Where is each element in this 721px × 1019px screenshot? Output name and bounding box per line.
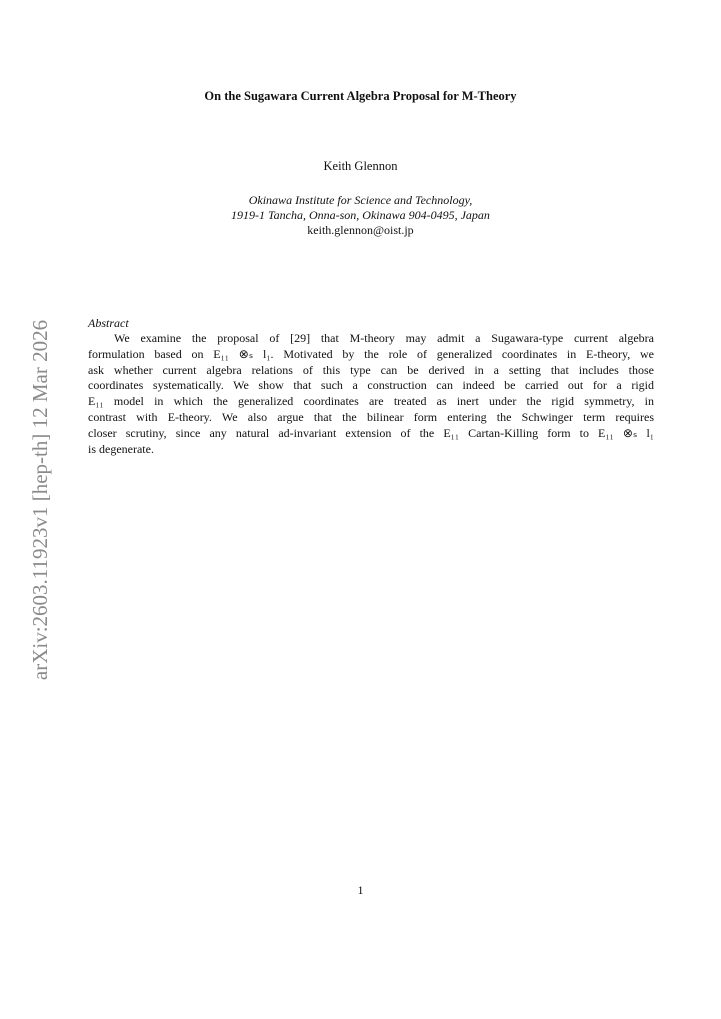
abstract-line: contrast with E-theory. We also argue that the bilinear form entering the Schwinger term requires	[88, 409, 654, 424]
abstract-line: is degenerate.	[88, 441, 154, 456]
abstract-line: formulation based on E₁₁ ⊗ₛ l₁. Motivated by the role of generalized coordinates in E-theory, we	[88, 346, 654, 361]
paper-title: On the Sugawara Current Algebra Proposal for M-Theory	[204, 89, 517, 103]
affiliation-block	[0, 193, 721, 238]
abstract-line: We examine the proposal of [29] that M-theory may admit a Sugawara-type current algebra	[114, 331, 654, 345]
affiliation-address: 1919-1 Tancha, Onna-son, Okinawa 904-0495, Japan	[231, 208, 490, 222]
abstract-line: E₁₁ model in which the generalized coordinates are treated as inert under the rigid symmetry, in	[88, 394, 654, 409]
author-email[interactable]: keith.glennon@oist.jp	[307, 223, 414, 237]
abstract-line: coordinates systematically. We show that such a construction can indeed be carried out for a rigid	[88, 378, 654, 393]
abstract-body	[88, 331, 654, 457]
author-name: Keith Glennon	[323, 159, 398, 173]
abstract-heading: Abstract	[88, 316, 129, 330]
abstract-line: closer scrutiny, since any natural ad-invariant extension of the E₁₁ Cartan-Killing form to E₁₁ ⊗ₛ l₁	[88, 425, 654, 440]
page-number: 1	[357, 883, 364, 897]
affiliation-institution: Okinawa Institute for Science and Technology,	[248, 193, 473, 207]
arxiv-identifier-stamp: arXiv:2603.11923v1 [hep-th] 12 Mar 2026	[28, 319, 52, 681]
abstract-line: ask whether current algebra relations of this type can be derived in a setting that includes those	[88, 362, 654, 377]
